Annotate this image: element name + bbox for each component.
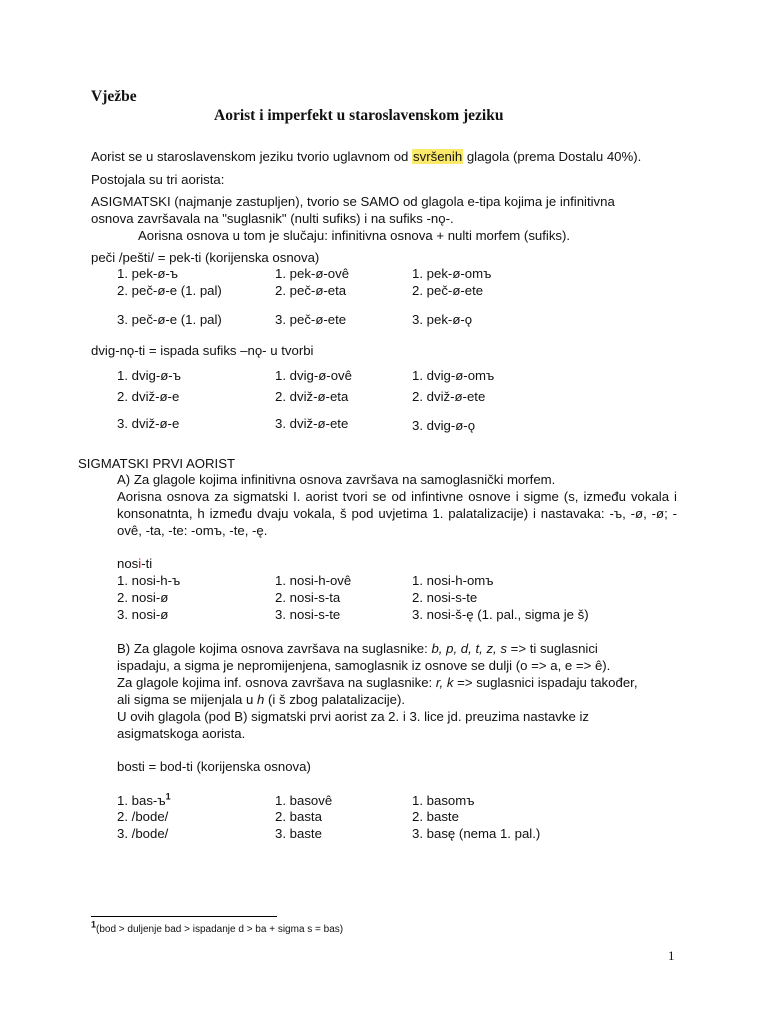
paradigm-cell: 2. peč-ø-eta <box>275 283 347 298</box>
part-b-line-4: ali sigma se mijenjala u h (i š zbog palatalizacije). <box>117 692 406 707</box>
paradigm-cell: 2. dviž-ø-ete <box>412 389 486 404</box>
document-title: Aorist i imperfekt u staroslavenskom jeziku <box>214 107 504 124</box>
paradigm-cell: 2. nosi-ø <box>117 590 169 605</box>
part-b-line-5: U ovih glagola (pod B) sigmatski prvi aorist za 2. i 3. lice jd. preuzima nastavke iz <box>117 709 590 724</box>
paradigm-cell: 2. /bode/ <box>117 809 169 824</box>
paradigm-cell: 3. baste <box>275 826 322 841</box>
paradigm-cell: 3. nosi-š-ę (1. pal., sigma je š) <box>412 607 589 622</box>
marked-vowel: i <box>138 556 142 571</box>
paradigm-cell: 3. peč-ø-ete <box>275 312 347 327</box>
intro-line-1: Aorist se u staroslavenskom jeziku tvorio uglavnom od svršenih glagola (prema Dostalu 40%). <box>91 149 642 164</box>
footnote-number: 1 <box>91 919 97 930</box>
sigmatic-first-heading: SIGMATSKI PRVI AORIST <box>78 456 236 471</box>
paradigm-cell: 1. dvig-ø-omъ <box>412 368 495 383</box>
paradigm-cell: 3. nosi-s-te <box>275 607 341 622</box>
asigmatic-line-1: ASIGMATSKI (najmanje zastupljen), tvorio se SAMO od glagola e-tipa kojima je infinitivna <box>91 194 615 209</box>
paradigm-cell: 2. baste <box>412 809 459 824</box>
bosti-heading: bosti = bod-ti (korijenska osnova) <box>117 759 311 774</box>
exercise-label: Vježbe <box>91 88 137 105</box>
paradigm-cell: 1. basovê <box>275 793 333 808</box>
paradigm-cell: 2. dviž-ø-eta <box>275 389 349 404</box>
paradigm-cell: 1. dvig-ø-ovê <box>275 368 352 383</box>
footnote-separator <box>91 916 277 917</box>
paradigm-cell: 1. pek-ø-ъ <box>117 266 179 281</box>
paradigm-cell: 1. dvig-ø-ъ <box>117 368 181 383</box>
paradigm-cell: 3. dvig-ø-ǫ <box>412 418 476 433</box>
part-b-line-6: asigmatskoga aorista. <box>117 726 246 741</box>
paradigm-cell: 1. bas-$ъ^1$ <box>117 791 171 808</box>
paradigm-cell: 1. nosi-h-omъ <box>412 573 494 588</box>
paradigm-cell: 2. nosi-s-ta <box>275 590 341 605</box>
asigmatic-line-2: osnova završavala na "suglasnik" (nulti sufiks) i na sufiks -nǫ-. <box>91 211 454 226</box>
highlighted-word: svršenih <box>413 149 463 164</box>
paradigm-cell: 3. dviž-ø-e <box>117 416 180 431</box>
intro-line-2: Postojala su tri aorista: <box>91 172 225 187</box>
paradigm-cell: 1. basomъ <box>412 793 475 808</box>
paradigm-cell: 3. /bode/ <box>117 826 169 841</box>
paradigm-cell: 2. basta <box>275 809 322 824</box>
paradigm-cell: 2. nosi-s-te <box>412 590 478 605</box>
paradigm-cell: 1. pek-ø-omъ <box>412 266 492 281</box>
paradigm-cell: 3. peč-ø-e (1. pal) <box>117 312 222 327</box>
peci-heading: peči /pešti/ = pek-ti (korijenska osnova) <box>91 250 320 265</box>
part-b-line-1: B) Za glagole kojima osnova završava na suglasnike: b, p, d, t, z, s => ti suglasnici <box>117 641 598 656</box>
paradigm-cell: 3. nosi-ø <box>117 607 169 622</box>
dvig-heading: dvig-nǫ-ti = ispada sufiks –nǫ- u tvorbi <box>91 343 314 358</box>
paradigm-cell: 2. dviž-ø-e <box>117 389 180 404</box>
paradigm-cell: 3. pek-ø-ǫ <box>412 312 473 327</box>
sigmatic-part-a-line: A) Za glagole kojima infinitivna osnova završava na samoglasnički morfem. <box>117 472 556 487</box>
part-b-line-2: ispadaju, a sigma je nepromijenjena, samoglasnik iz osnove se dulji (o => a, e => ê). <box>117 658 611 673</box>
page-number: 1 <box>668 948 675 963</box>
paradigm-cell: 3. dviž-ø-ete <box>275 416 349 431</box>
paradigm-cell: 2. peč-ø-ete <box>412 283 484 298</box>
nositi-heading: nosi-ti <box>117 556 153 571</box>
paradigm-cell: 2. peč-ø-e (1. pal) <box>117 283 222 298</box>
footnote-marker: 1 <box>165 791 171 802</box>
paradigm-cell: 3. basę (nema 1. pal.) <box>412 826 541 841</box>
part-b-line-3: Za glagole kojima inf. osnova završava na suglasnike: r, k => suglasnici ispadaju također, <box>117 675 638 690</box>
paradigm-cell: 1. pek-ø-ovê <box>275 266 350 281</box>
paradigm-cell: 1. nosi-h-ovê <box>275 573 352 588</box>
footnote: 1(bod > duljenje bad > ispadanje d > ba + sigma s = bas) <box>91 919 344 935</box>
asigmatic-line-3: Aorisna osnova u tom je slučaju: infinitivna osnova + nulti morfem (sufiks). <box>138 228 571 243</box>
paradigm-cell: 1. nosi-h-ъ <box>117 573 181 588</box>
sigmatic-part-a-paragraph: Aorisna osnova za sigmatski I. aorist tvori se od infintivne osnove i sigme (s, između vokala i konsonatnta, h između dvaju vokala, š pod uvjetima 1. palatalizacije) i nastavaka: -ъ, -ø, -ø; -ovê, -ta, -te: -omъ, -te, -ę. <box>117 489 677 538</box>
